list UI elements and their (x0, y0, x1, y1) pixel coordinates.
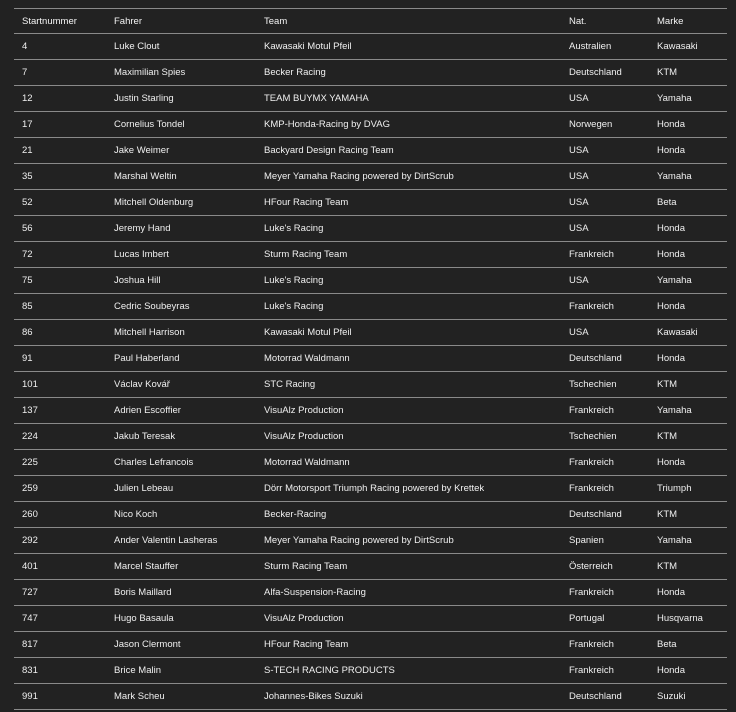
nationality-cell: Deutschland (561, 502, 649, 528)
team-name-cell: Dörr Motorsport Triumph Racing powered by Krettek (256, 476, 561, 502)
rider-name-cell: Lucas Imbert (106, 242, 256, 268)
table-row (14, 86, 727, 112)
brand-cell: Honda (649, 346, 727, 372)
nationality-cell: Portugal (561, 606, 649, 632)
rider-name-cell: Hugo Basaula (106, 606, 256, 632)
table-row (14, 606, 727, 632)
nationality-cell: USA (561, 164, 649, 190)
table-row (14, 112, 727, 138)
brand-cell: Honda (649, 242, 727, 268)
table-row (14, 398, 727, 424)
team-name-cell: Kawasaki Motul Pfeil (256, 320, 561, 346)
brand-cell: Husqvarna (649, 606, 727, 632)
table-row (14, 190, 727, 216)
nationality-cell: Frankreich (561, 294, 649, 320)
nationality-cell: Deutschland (561, 60, 649, 86)
nationality-cell: Tschechien (561, 372, 649, 398)
table-row (14, 60, 727, 86)
start-number-cell: 7 (14, 60, 106, 86)
nationality-cell: Frankreich (561, 632, 649, 658)
nationality-cell: USA (561, 268, 649, 294)
brand-cell: Beta (649, 632, 727, 658)
start-number-cell: 747 (14, 606, 106, 632)
team-name-cell: HFour Racing Team (256, 190, 561, 216)
table-row (14, 424, 727, 450)
header-nat: Nat. (561, 9, 649, 34)
team-name-cell: VisuAlz Production (256, 398, 561, 424)
start-number-cell: 260 (14, 502, 106, 528)
team-name-cell: TEAM BUYMX YAMAHA (256, 86, 561, 112)
brand-cell: KTM (649, 372, 727, 398)
rider-name-cell: Ander Valentin Lasheras (106, 528, 256, 554)
brand-cell: Suzuki (649, 684, 727, 710)
team-name-cell: Motorrad Waldmann (256, 346, 561, 372)
table-row (14, 164, 727, 190)
table-row (14, 476, 727, 502)
rider-name-cell: Boris Maillard (106, 580, 256, 606)
rider-name-cell: Cornelius Tondel (106, 112, 256, 138)
header-marke: Marke (649, 9, 727, 34)
nationality-cell: Frankreich (561, 476, 649, 502)
rider-name-cell: Jeremy Hand (106, 216, 256, 242)
table-row (14, 294, 727, 320)
team-name-cell: Becker Racing (256, 60, 561, 86)
start-number-cell: 4 (14, 34, 106, 60)
brand-cell: Yamaha (649, 268, 727, 294)
brand-cell: KTM (649, 424, 727, 450)
rider-name-cell: Paul Haberland (106, 346, 256, 372)
nationality-cell: Australien (561, 34, 649, 60)
header-fahrer: Fahrer (106, 9, 256, 34)
table-row (14, 372, 727, 398)
start-number-cell: 75 (14, 268, 106, 294)
brand-cell: Kawasaki (649, 34, 727, 60)
rider-name-cell: Mitchell Harrison (106, 320, 256, 346)
brand-cell: KTM (649, 554, 727, 580)
rider-name-cell: Adrien Escoffier (106, 398, 256, 424)
nationality-cell: Frankreich (561, 242, 649, 268)
nationality-cell: USA (561, 138, 649, 164)
start-number-cell: 91 (14, 346, 106, 372)
start-number-cell: 72 (14, 242, 106, 268)
team-name-cell: Alfa-Suspension-Racing (256, 580, 561, 606)
table-row (14, 502, 727, 528)
table-row (14, 320, 727, 346)
rider-table (14, 8, 727, 710)
rider-name-cell: Marcel Stauffer (106, 554, 256, 580)
rider-name-cell: Mark Scheu (106, 684, 256, 710)
nationality-cell: Frankreich (561, 398, 649, 424)
header-row (14, 9, 727, 34)
rider-name-cell: Jakub Teresak (106, 424, 256, 450)
rider-name-cell: Jason Clermont (106, 632, 256, 658)
team-name-cell: Sturm Racing Team (256, 242, 561, 268)
start-number-cell: 85 (14, 294, 106, 320)
team-name-cell: Luke's Racing (256, 294, 561, 320)
team-name-cell: Luke's Racing (256, 268, 561, 294)
team-name-cell: Motorrad Waldmann (256, 450, 561, 476)
start-number-cell: 831 (14, 658, 106, 684)
table-row (14, 684, 727, 710)
start-number-cell: 991 (14, 684, 106, 710)
brand-cell: Beta (649, 190, 727, 216)
table-row (14, 658, 727, 684)
table-row (14, 138, 727, 164)
rider-name-cell: Maximilian Spies (106, 60, 256, 86)
start-number-cell: 101 (14, 372, 106, 398)
start-number-cell: 52 (14, 190, 106, 216)
nationality-cell: USA (561, 216, 649, 242)
table-row (14, 346, 727, 372)
rider-name-cell: Marshal Weltin (106, 164, 256, 190)
start-number-cell: 817 (14, 632, 106, 658)
start-number-cell: 35 (14, 164, 106, 190)
team-name-cell: Backyard Design Racing Team (256, 138, 561, 164)
nationality-cell: Deutschland (561, 684, 649, 710)
table-row (14, 580, 727, 606)
table-row (14, 554, 727, 580)
start-number-cell: 137 (14, 398, 106, 424)
rider-name-cell: Julien Lebeau (106, 476, 256, 502)
start-number-cell: 21 (14, 138, 106, 164)
table-row (14, 216, 727, 242)
table-row (14, 268, 727, 294)
nationality-cell: Spanien (561, 528, 649, 554)
team-name-cell: Becker-Racing (256, 502, 561, 528)
start-number-cell: 17 (14, 112, 106, 138)
header-team: Team (256, 9, 561, 34)
table-row (14, 34, 727, 60)
start-number-cell: 12 (14, 86, 106, 112)
table-body (14, 34, 727, 710)
brand-cell: Yamaha (649, 528, 727, 554)
nationality-cell: USA (561, 190, 649, 216)
start-number-cell: 225 (14, 450, 106, 476)
team-name-cell: Johannes-Bikes Suzuki (256, 684, 561, 710)
team-name-cell: Meyer Yamaha Racing powered by DirtScrub (256, 164, 561, 190)
nationality-cell: USA (561, 320, 649, 346)
team-name-cell: S-TECH RACING PRODUCTS (256, 658, 561, 684)
nationality-cell: Tschechien (561, 424, 649, 450)
brand-cell: Honda (649, 580, 727, 606)
rider-name-cell: Nico Koch (106, 502, 256, 528)
brand-cell: KTM (649, 502, 727, 528)
start-number-cell: 401 (14, 554, 106, 580)
start-number-cell: 56 (14, 216, 106, 242)
rider-table-container (14, 8, 727, 710)
brand-cell: Honda (649, 138, 727, 164)
rider-name-cell: Václav Kovář (106, 372, 256, 398)
start-number-cell: 259 (14, 476, 106, 502)
rider-name-cell: Joshua Hill (106, 268, 256, 294)
team-name-cell: Meyer Yamaha Racing powered by DirtScrub (256, 528, 561, 554)
nationality-cell: Frankreich (561, 580, 649, 606)
rider-name-cell: Cedric Soubeyras (106, 294, 256, 320)
brand-cell: Honda (649, 658, 727, 684)
start-number-cell: 292 (14, 528, 106, 554)
team-name-cell: Sturm Racing Team (256, 554, 561, 580)
team-name-cell: Kawasaki Motul Pfeil (256, 34, 561, 60)
table-row (14, 242, 727, 268)
rider-name-cell: Charles Lefrancois (106, 450, 256, 476)
brand-cell: Yamaha (649, 164, 727, 190)
table-row (14, 450, 727, 476)
rider-name-cell: Mitchell Oldenburg (106, 190, 256, 216)
team-name-cell: VisuAlz Production (256, 424, 561, 450)
rider-name-cell: Luke Clout (106, 34, 256, 60)
brand-cell: KTM (649, 60, 727, 86)
brand-cell: Honda (649, 216, 727, 242)
start-number-cell: 224 (14, 424, 106, 450)
nationality-cell: USA (561, 86, 649, 112)
brand-cell: Yamaha (649, 86, 727, 112)
brand-cell: Honda (649, 112, 727, 138)
team-name-cell: STC Racing (256, 372, 561, 398)
nationality-cell: Deutschland (561, 346, 649, 372)
brand-cell: Honda (649, 294, 727, 320)
brand-cell: Honda (649, 450, 727, 476)
brand-cell: Kawasaki (649, 320, 727, 346)
table-row (14, 632, 727, 658)
nationality-cell: Österreich (561, 554, 649, 580)
team-name-cell: VisuAlz Production (256, 606, 561, 632)
brand-cell: Yamaha (649, 398, 727, 424)
team-name-cell: HFour Racing Team (256, 632, 561, 658)
start-number-cell: 86 (14, 320, 106, 346)
team-name-cell: Luke's Racing (256, 216, 561, 242)
table-row (14, 528, 727, 554)
start-number-cell: 727 (14, 580, 106, 606)
nationality-cell: Frankreich (561, 658, 649, 684)
brand-cell: Triumph (649, 476, 727, 502)
rider-name-cell: Brice Malin (106, 658, 256, 684)
team-name-cell: KMP-Honda-Racing by DVAG (256, 112, 561, 138)
rider-name-cell: Justin Starling (106, 86, 256, 112)
nationality-cell: Norwegen (561, 112, 649, 138)
nationality-cell: Frankreich (561, 450, 649, 476)
rider-name-cell: Jake Weimer (106, 138, 256, 164)
header-startnummer: Startnummer (14, 9, 106, 34)
table-header (14, 9, 727, 34)
